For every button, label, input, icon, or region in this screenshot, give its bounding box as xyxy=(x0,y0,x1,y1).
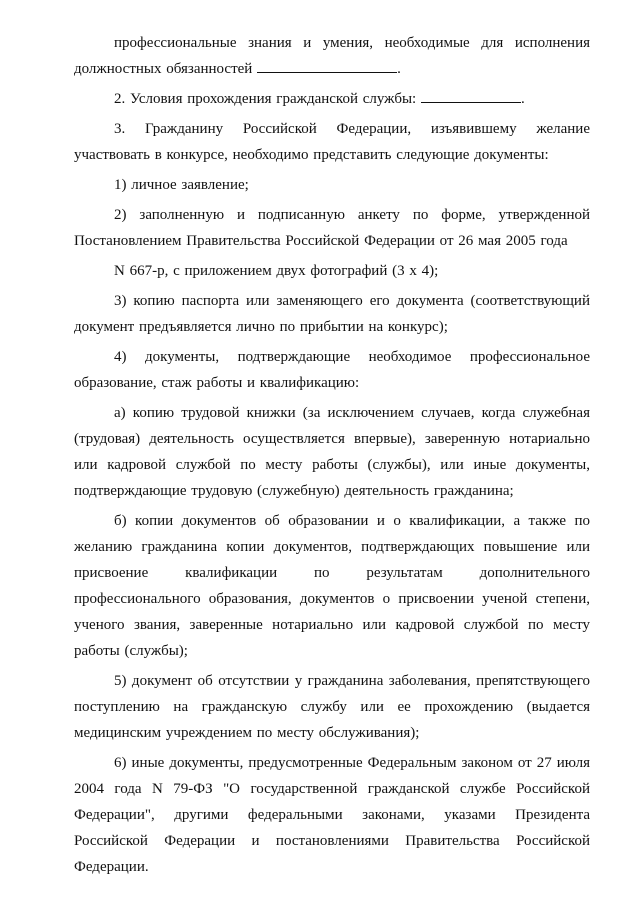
list-item-education-documents: 4) документы, подтверждающие необходимое профессиональное образование, стаж работы и квалификацию: xyxy=(74,349,590,391)
paragraph-text: профессиональные знания и умения, необходимые для исполнения должностных обязанностей xyxy=(74,35,590,77)
paragraph-professional-knowledge xyxy=(74,30,590,82)
list-subitem-education-copies: б) копии документов об образовании и о квалификации, а также по желанию гражданина копии документов, подтверждающих повышение или присвоение квалификации по результатам дополнительного профессионального образования, документов о присвоении ученой степени, ученого звания, заверенные нотариально или кадровой службой по месту работы (службы); xyxy=(74,513,590,659)
list-item-application: 1) личное заявление; xyxy=(114,177,249,193)
list-subitem-employment-record: а) копию трудовой книжки (за исключением случаев, когда служебная (трудовая) деятельность осуществляется впервые), заверенную нотариально или кадровой службой по месту работы (службы), или иные документы, подтверждающие трудовую (служебную) деятельность гражданина; xyxy=(74,405,590,499)
list-item-questionnaire: 2) заполненную и подписанную анкету по форме, утвержденной Постановлением Правительства Российской Федерации от 26 мая 2005 года xyxy=(74,207,590,249)
paragraph-tail: . xyxy=(397,61,401,77)
list-item-passport: 3) копию паспорта или заменяющего его документа (соответствующий документ предъявляется лично по прибытии на конкурс); xyxy=(74,293,590,335)
list-item-other-documents: 6) иные документы, предусмотренные Федеральным законом от 27 июля 2004 года N 79-ФЗ "О государственной гражданской службе Российской Федерации", другими федеральными законами, указами Президента Российской Федерации и постановлениями Правительства Российской Федерации. xyxy=(74,755,590,875)
list-item-medical-certificate: 5) документ об отсутствии у гражданина заболевания, препятствующего поступлению на гражданскую службу или ее прохождению (выдается медицинским учреждением по месту обслуживания); xyxy=(74,673,590,741)
paragraph-required-documents: 3. Гражданину Российской Федерации, изъявившему желание участвовать в конкурсе, необходимо представить следующие документы: xyxy=(74,121,590,163)
blank-line xyxy=(421,86,521,103)
paragraph-tail: . xyxy=(520,91,525,107)
paragraph-service-conditions xyxy=(74,86,590,112)
list-item-questionnaire-continued: N 667-р, с приложением двух фотографий (3 x 4); xyxy=(114,263,439,279)
blank-line xyxy=(257,56,397,73)
paragraph-text: 2. Условия прохождения гражданской службы: xyxy=(114,91,417,107)
document-body xyxy=(74,30,590,884)
